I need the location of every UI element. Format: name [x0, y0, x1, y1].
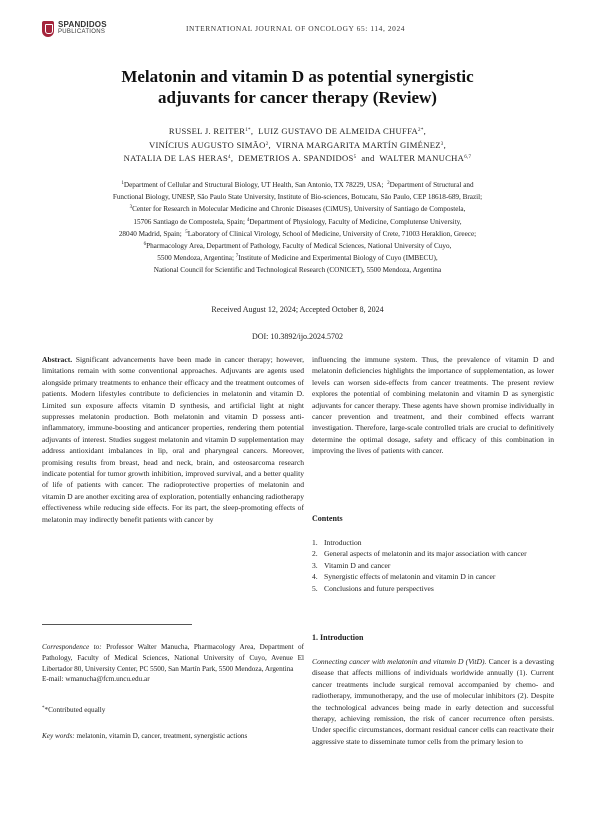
contributed-equally-note: **Contributed equally	[42, 706, 106, 714]
abstract-text: Significant advancements have been made in cancer therapy; however, limitations remain with some conventional approaches. Adjuvants are agents used alongside primary treatments to enhance their efficacy and the treatment outcomes of patients. Modern lifestyles contribute to deficiencies in melatonin and vitamin D. Limited sun exposure affects vitamin D synthesis, and artificial light at night suppresses melatonin production. Both melatonin and vitamin D possess anti-inflammatory, immune-boosting and anticancer properties, rendering them potential adjuvants of interest. Studies suggest melatonin and vitamin D supplementation may address antioxidant imbalances in lip, oral and pharyngeal cancers. Moreover, promising results from breast, head and neck, brain, and osteosarcoma research indicate potential for tumor growth inhibition, improved survival, and a better quality of life of patients with cancer. The radioprotective properties of melatonin and vitamin D are another exciting area of exploration, potentially enhancing radiotherapy effectiveness while reducing side effects. For its part, the sleep-promoting effects of melatonin may indirectly benefit patients with cancer by	[42, 355, 304, 524]
doi-link[interactable]: DOI: 10.3892/ijo.2024.5702	[251, 332, 344, 341]
toc-item[interactable]: 2. General aspects of melatonin and its major association with cancer	[312, 549, 527, 559]
introduction-heading: 1. Introduction	[312, 633, 364, 642]
spandidos-logo-icon	[42, 21, 54, 37]
introduction-body: Cancer is a devasting disease that affects millions of individuals worldwide annually (1). Current cancer treatments include surgical removal accompanied by chemo- and radiotherapy, immunotherapy, and the use of molecular inhibitors (2). Despite the technological advances being made in early detection and successful therapy, achieving remission, the risk of cancer recurrence often persists. Under specific circumstances, dormant residual cancer cells can reactivate their aggressive state to disseminate tumor cells from the primary lesion to	[312, 657, 554, 746]
affiliation-line: $^1$Department of Cellular and Structural Biology, UT Health, San Antonio, TX 78229, USA; $^2$Department of Structural and	[121, 181, 474, 189]
introduction-subheading: Connecting cancer with melatonin and vitamin D (VitD).	[312, 657, 487, 666]
affiliation-line: $^3$Center for Research in Molecular Medicine and Chronic Diseases (CiMUS), University of Santiago de Compostela,	[129, 205, 466, 214]
toc-item[interactable]: 1. Introduction	[312, 538, 362, 547]
correspondence-note	[42, 642, 304, 685]
affiliation-line: 15706 Santiago de Compostela, Spain; $^4$Department of Physiology, Faculty of Medicine, Complutense University,	[133, 217, 462, 226]
correspondence-email[interactable]: E-mail: wmanucha@fcm.uncu.edu.ar	[42, 675, 150, 684]
received-accepted-dates: Received August 12, 2024; Accepted October 8, 2024	[211, 305, 384, 314]
correspondence-label: Correspondence to:	[42, 643, 102, 651]
table-of-contents	[312, 537, 557, 594]
title-line-1: Melatonin and vitamin D as potential synergistic	[121, 67, 474, 86]
affiliation-line: Functional Biology, UNESP, São Paulo State University, Institute of Bio-sciences, Botucatu, São Paulo, CEP 18618-689, Brazil;	[112, 193, 483, 202]
contributed-text: *Contributed equally	[44, 706, 106, 714]
affiliation-line: $^6$Pharmacology Area, Department of Pathology, Faculty of Medical Sciences, National University of Cuyo,	[143, 242, 452, 251]
publisher-name: SPANDIDOS	[58, 20, 107, 29]
footnote-divider	[42, 624, 192, 625]
journal-header: INTERNATIONAL JOURNAL OF ONCOLOGY 65: 114, 2024	[186, 24, 406, 33]
abstract-right-column: influencing the immune system. Thus, the prevalence of vitamin D and melatonin deficiencies highlights the importance of supplementation, as lower levels can worsen side-effects from cancer treatments. The present review explores the potential of combining melatonin and vitamin D as synergistic adjuvants for cancer therapy. These agents have shown promise individually in cancer prevention and treatment, and their combined effects warrant investigation. Therefore, large-scale controlled trials are crucial to definitively determine the optimal dosage, safety and efficacy of this combination in improving the lives of patients with cancer.	[312, 355, 554, 456]
affiliation-line: National Council for Scientific and Technological Research (CONICET), 5500 Mendoza, Argentina	[153, 266, 442, 275]
author-line-1: RUSSEL J. $REITER^{1*}$, LUIZ GUSTAVO DE ALMEIDA $CHUFFA^{2*}$,	[168, 126, 427, 136]
affiliations	[40, 179, 555, 277]
affiliation-line: 28040 Madrid, Spain; $^5$Laboratory of Clinical Virology, School of Medicine, University of Crete, 71003 Heraklion, Greece;	[118, 229, 477, 238]
keywords	[42, 731, 304, 742]
affiliation-line: 5500 Mendoza, Argentina; $^7$Institute of Medicine and Experimental Biology of Cuyo (IMBECU),	[157, 254, 438, 263]
keywords-label: Key words:	[42, 732, 75, 740]
keywords-text: melatonin, vitamin D, cancer, treatment, synergistic actions	[76, 732, 248, 740]
correspondence-text: Professor Walter Manucha, Pharmacology Area, Department of Pathology, Faculty of Medical Sciences, National University of Cuyo, Avenue El Libertador 80, University Center, PC 5500, San Martín Park, 5500 Mendoza, Argentina	[42, 643, 304, 673]
article-title	[60, 66, 535, 108]
toc-item[interactable]: 5. Conclusions and future perspectives	[312, 583, 434, 593]
author-line-2: VINÍCIUS AUGUSTO SIMÃO$^2$, VIRNA MARGARITA MARTÍN GIMÉNEZ$^3$,	[148, 139, 447, 150]
author-line-3: NATALIA DE LAS HERAS$^4$, DEMETRIOS A. SPANDIDOS$^5$ and WALTER MANUCHA$^{6,7}$	[123, 153, 472, 163]
abstract-left-column	[42, 354, 304, 525]
publisher-logo	[42, 20, 122, 44]
toc-item[interactable]: 3. Vitamin D and cancer	[312, 560, 391, 570]
author-list	[40, 125, 555, 166]
contents-heading: Contents	[312, 514, 343, 523]
abstract-label: Abstract.	[42, 355, 73, 364]
toc-item[interactable]: 4. Synergistic effects of melatonin and vitamin D in cancer	[312, 572, 496, 582]
introduction-text	[312, 656, 554, 747]
publisher-subname: PUBLICATIONS	[58, 29, 106, 35]
title-line-2: adjuvants for cancer therapy (Review)	[158, 88, 437, 107]
